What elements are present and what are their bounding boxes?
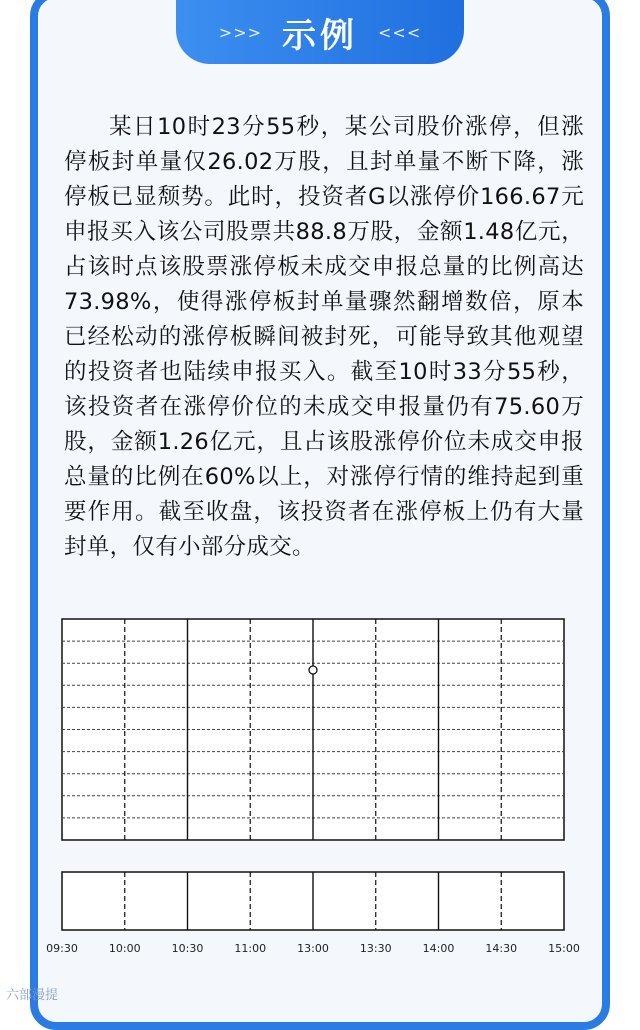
watermark: 六部漫提 [6, 988, 59, 1003]
left-chevrons: >>> [218, 22, 262, 42]
x-tick-label: 10:30 [171, 942, 204, 955]
x-tick-label: 09:30 [46, 942, 78, 955]
x-tick-label: 15:00 [548, 942, 580, 955]
marker-point [309, 666, 317, 674]
x-tick-label: 14:30 [485, 942, 518, 955]
x-tick-label: 13:30 [359, 942, 392, 955]
x-tick-label: 13:00 [297, 942, 329, 955]
x-tick-label: 14:00 [422, 942, 455, 955]
right-chevrons: <<< [378, 22, 422, 42]
x-tick-label: 10:00 [108, 942, 141, 955]
x-tick-label: 11:00 [234, 942, 267, 955]
example-paragraph: 某日10时23分55秒，某公司股价涨停，但涨停板封单量仅26.02万股，且封单量不断下降，涨停板已显颓势。此时，投资者G以涨停价166.67元申报买入该公司股票共88.8万股，金额1.48亿元，占该时点该股票涨停板未成交申报总量的比例高达73.98%，使得涨停板封单量骤然翻增数倍，原本已经松动的涨停板瞬间被封死，可能导致其他观望的投资者也陆续申报买入。截至10时33分55秒，该投资者在涨停价位的未成交申报量仍有75.60万股，金额1.26亿元，且占该股涨停价位未成交申报总量的比例在60%以上，对涨停行情的维持起到重要作用。截至收盘，该投资者在涨停板上仍有大量封单，仅有小部分成交。 [64, 114, 584, 560]
page-title: 示例 [282, 15, 358, 56]
